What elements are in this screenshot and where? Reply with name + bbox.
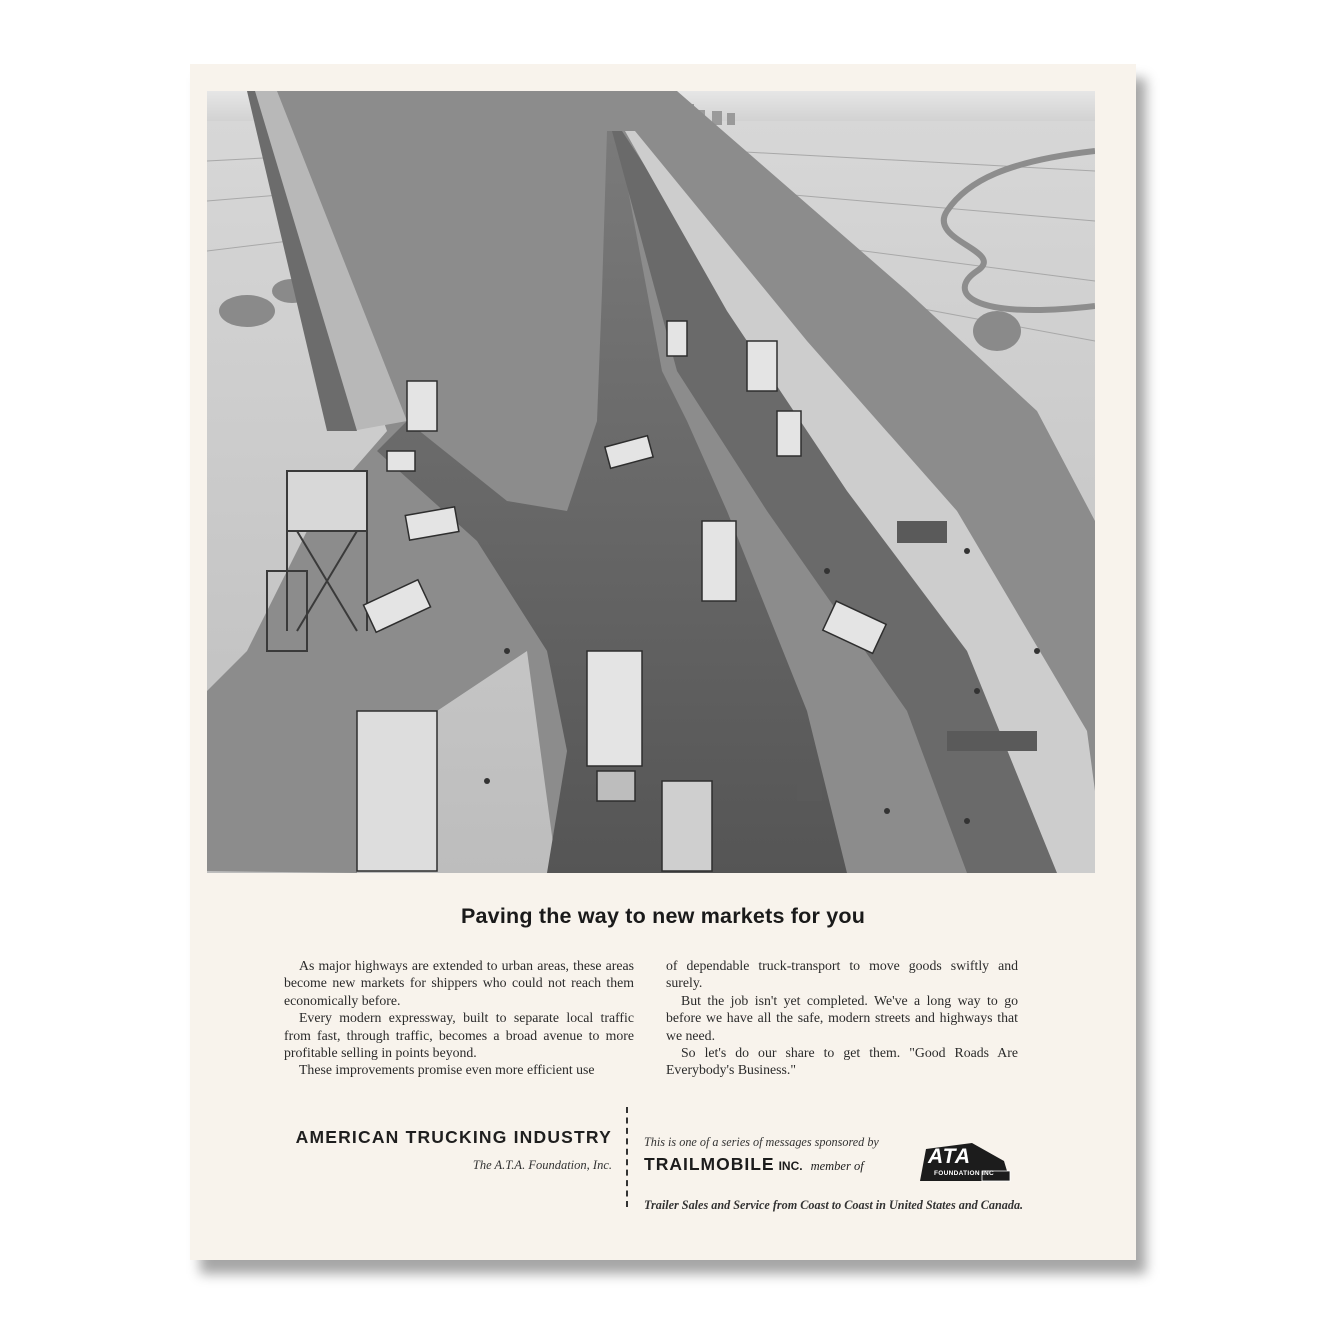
sponsor-line <box>644 1154 864 1175</box>
body-paragraph: But the job isn't yet completed. We've a long way to go before we have all the safe, modern streets and highways that we need. <box>666 992 1018 1043</box>
highway-illustration <box>207 91 1095 873</box>
tagline: Trailer Sales and Service from Coast to Coast in United States and Canada. <box>644 1198 1024 1212</box>
footer-divider <box>626 1107 628 1207</box>
foundation-name: The A.T.A. Foundation, Inc. <box>472 1158 612 1172</box>
body-paragraph: So let's do our share to get them. "Good Roads Are Everybody's Business." <box>666 1045 1018 1078</box>
logo-letters: ATA <box>928 1145 972 1168</box>
industry-name: AMERICAN TRUCKING INDUSTRY <box>295 1127 612 1147</box>
body-column-1 <box>284 957 634 1079</box>
sponsor-inc: INC. <box>778 1159 803 1173</box>
body-paragraph: These improvements promise even more efficient use <box>299 1062 595 1078</box>
logo-subtitle: FOUNDATION INC <box>934 1170 995 1177</box>
member-of: member of <box>810 1159 864 1173</box>
headline: Paving the way to new markets for you <box>460 904 866 928</box>
body-paragraph: Every modern expressway, built to separate local traffic from fast, through traffic, becomes a broad avenue to more profitable selling in points beyond. <box>284 1010 634 1061</box>
series-note: This is one of a series of messages sponsored by <box>644 1135 879 1149</box>
ad-page <box>190 64 1136 1260</box>
sponsor-name: TRAILMOBILE <box>644 1154 775 1174</box>
body-paragraph: As major highways are extended to urban areas, these areas become new markets for shippers who could not reach them economically before. <box>284 958 634 1008</box>
body-paragraph: of dependable truck-transport to move goods swiftly and surely. <box>666 958 1018 991</box>
body-column-2 <box>666 957 1018 1079</box>
